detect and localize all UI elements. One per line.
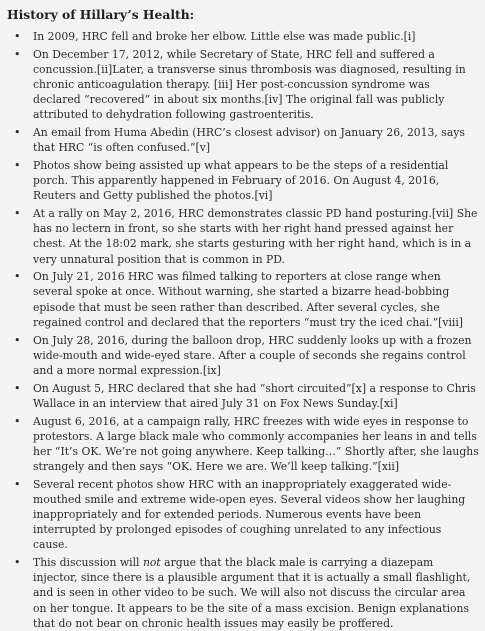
list-item-text: On July 28, 2016, during the balloon drop, HRC suddenly looks up with a frozen wide-mouth and wide-eyed stare. After a couple of seconds she regains control and a more normal expression.[ix] xyxy=(33,333,472,377)
list-item xyxy=(14,47,479,123)
bullet-icon: • xyxy=(14,126,21,140)
list-item xyxy=(14,477,479,553)
bullet-icon: • xyxy=(14,414,21,428)
list-item xyxy=(14,414,479,475)
list-item xyxy=(14,269,479,330)
health-history-list xyxy=(6,29,479,631)
bullet-icon: • xyxy=(14,381,21,395)
bullet-icon: • xyxy=(14,333,21,347)
list-item-text: On August 5, HRC declared that she had “short circuited”[x] a response to Chris Wallace in an interview that aired July 31 on Fox News Sunday.[xi] xyxy=(33,381,476,410)
bullet-icon: • xyxy=(14,30,21,43)
list-item xyxy=(14,333,479,378)
list-item-text: On December 17, 2012, while Secretary of State, HRC fell and suffered a concussion.[ii]Later, a transverse sinus thrombosis was diagnosed, resulting in chronic anticoagulation therapy. [iii] Her post-concussion syndrome was declared “recovered” in about six months.[iv] The original fall was publicly attributed to dehydration following gastroenteritis. xyxy=(33,47,466,122)
bullet-icon: • xyxy=(14,270,21,284)
list-item xyxy=(14,125,479,155)
list-item-text: In 2009, HRC fell and broke her elbow. Little else was made public.[i] xyxy=(33,30,416,43)
list-item-text: Photos show being assisted up what appears to be the steps of a residential porch. This apparently happened in February of 2016. On August 4, 2016, Reuters and Getty published the photos.[vi] xyxy=(33,159,449,203)
emphasis-text: not xyxy=(142,556,161,570)
list-item xyxy=(14,381,479,411)
list-item xyxy=(14,555,479,631)
list-item-text: Several recent photos show HRC with an inappropriately exaggerated wide-mouthed smile and extreme wide-open eyes. Several videos show her laughing inappropriately and for extended periods. Numerous events have been interrupted by prolonged episodes of coughing unrelated to any infectious cause. xyxy=(33,477,466,552)
list-item xyxy=(14,206,479,267)
list-item-text: This discussion will xyxy=(33,556,143,570)
page-title: History of Hillary’s Health: xyxy=(7,7,195,22)
list-item-text: At a rally on May 2, 2016, HRC demonstrates classic PD hand posturing.[vii] She has no lectern in front, so she starts with her right hand pressed against her chest. At the 18:02 mark, she starts gesturing with her right hand, which is in a very unnatural position that is common in PD. xyxy=(33,207,478,266)
bullet-icon: • xyxy=(14,477,21,491)
list-item-text: An email from Huma Abedin (HRC’s closest advisor) on January 26, 2013, says that HRC “is often confused.”[v] xyxy=(33,126,465,155)
list-item xyxy=(14,29,479,44)
list-item-text: argue that the black male is carrying a diazepam injector, since there is a plausible argument that it is actually a small flashlight, and is seen in other video to be such. We will also not discuss the circular area on her tongue. It appears to be the site of a mass excision. Benign explanations that do not bear on chronic health issues may easily be proffered. xyxy=(33,556,471,630)
bullet-icon: • xyxy=(14,47,21,61)
bullet-icon: • xyxy=(14,159,21,173)
bullet-icon: • xyxy=(14,207,21,221)
list-item-text: August 6, 2016, at a campaign rally, HRC freezes with wide eyes in response to protestors. A large black male who commonly accompanies her leans in and tells her “It’s OK. We’re not going anywhere. Keep talking…” Shortly after, she laughs strangely and then says “OK. Here we are. We’ll keep talking.”[xii] xyxy=(33,414,479,473)
bullet-icon: • xyxy=(14,556,21,570)
list-item-text: On July 21, 2016 HRC was filmed talking to reporters at close range when several spoke at once. Without warning, she started a bizarre head-bobbing episode that must be seen rather than described. After several cycles, she regained control and declared that the reporters “must try the iced chai.”[viii] xyxy=(33,270,464,329)
list-item xyxy=(14,158,479,203)
